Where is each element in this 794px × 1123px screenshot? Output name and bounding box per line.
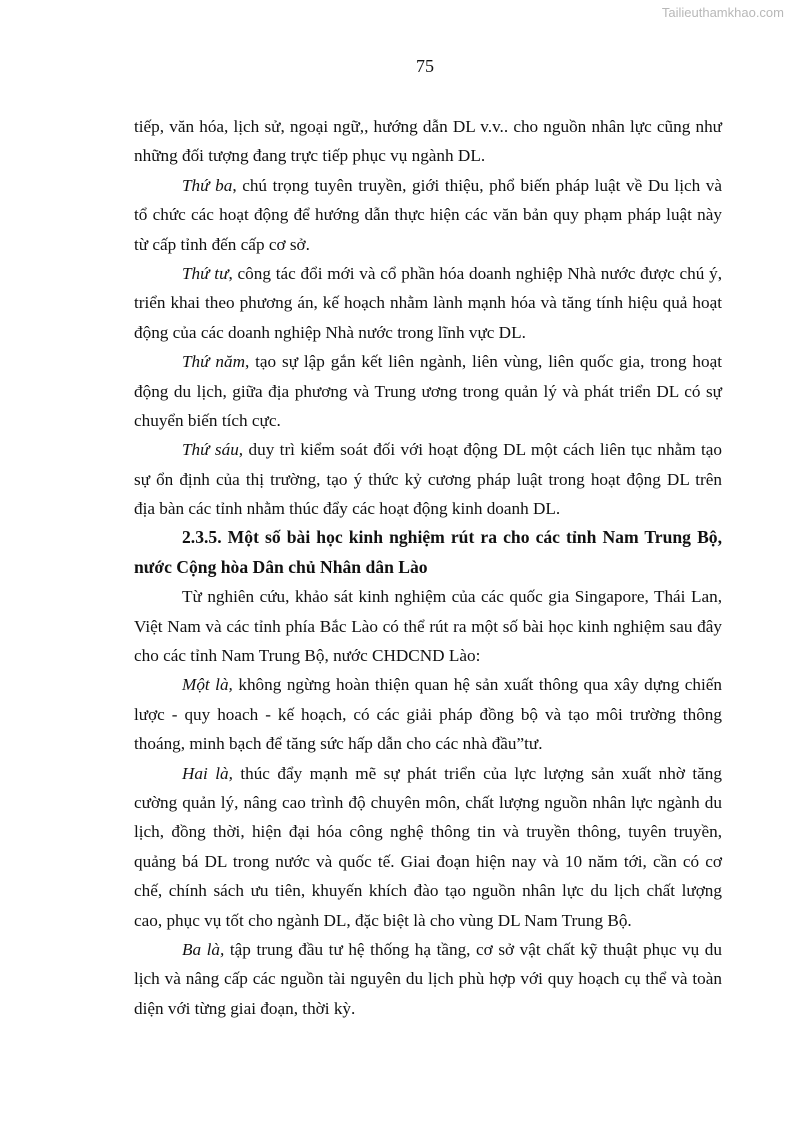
text-line <box>134 700 722 729</box>
watermark: Tailieuthamkhao.com <box>661 5 784 20</box>
text-line <box>134 582 722 611</box>
text-line <box>134 171 722 200</box>
paragraph-lead: Thứ năm <box>182 352 245 372</box>
line-text: duy trì kiểm soát đối với hoạt động DL một cách liên tục nhằm tạo <box>243 440 722 460</box>
text-line <box>134 318 722 347</box>
text-line <box>134 964 722 993</box>
line-text: diện với từng giai đoạn, thời kỳ. <box>134 998 356 1018</box>
text-line <box>134 259 722 288</box>
line-text: 2.3.5. Một số bài học kinh nghiệm rút ra cho các tỉnh Nam Trung Bộ, <box>182 527 722 548</box>
line-text: cho các tỉnh Nam Trung Bộ, nước CHDCND Lào: <box>134 646 481 666</box>
line-text: Việt Nam và các tỉnh phía Bắc Lào có thể rút ra một số bài học kinh nghiệm sau đây <box>134 616 722 636</box>
text-line <box>134 406 722 435</box>
line-text: thúc đẩy mạnh mẽ sự phát triển của lực lượng sản xuất nhờ tăng <box>232 763 722 783</box>
text-line <box>134 553 722 582</box>
line-text: không ngừng hoàn thiện quan hệ sản xuất thông qua xây dựng chiến <box>232 675 723 695</box>
line-text: cao, phục vụ tốt cho ngành DL, đặc biệt là cho vùng DL Nam Trung Bộ. <box>134 910 632 930</box>
line-text: sự ổn định của thị trường, tạo ý thức kỷ cương pháp luật trong hoạt động DL trên <box>134 469 722 489</box>
text-line <box>134 935 722 964</box>
line-text: tổ chức các hoạt động để hướng dẫn thực hiện các văn bản quy phạm pháp luật này <box>134 205 722 225</box>
text-line <box>134 377 722 406</box>
line-text: thoáng, minh bạch để tăng sức hấp dẫn cho các nhà đầu”tư. <box>134 734 543 754</box>
paragraph-lead: Thứ ba <box>182 175 233 195</box>
page-number: 75 <box>416 56 434 76</box>
text-line <box>134 141 722 170</box>
line-text: địa bàn các tỉnh nhằm thúc đẩy các hoạt động kinh doanh DL. <box>134 499 561 519</box>
document-body <box>134 112 722 1023</box>
line-text: , chú trọng tuyên truyền, giới thiệu, phổ biến pháp luật về Du lịch và <box>232 175 722 195</box>
line-text: chuyển biến tích cực. <box>134 410 281 430</box>
paragraph-lead: Thứ sáu, <box>182 440 244 460</box>
line-text: , tạo sự lập gắn kết liên ngành, liên vùng, liên quốc gia, trong hoạt <box>245 352 722 372</box>
line-text: chế, chính sách ưu tiên, khuyến khích đào tạo nguồn nhân lực du lịch chất lượng <box>134 881 722 901</box>
text-line <box>134 523 722 552</box>
paragraph <box>134 935 722 1023</box>
text-line <box>134 788 722 817</box>
text-line <box>134 729 722 758</box>
text-line <box>134 641 722 670</box>
line-text: nước Cộng hòa Dân chủ Nhân dân Lào <box>134 556 428 577</box>
paragraph-lead: Thứ tư <box>182 263 229 283</box>
paragraph <box>134 759 722 935</box>
paragraph <box>134 171 722 259</box>
line-text: động của các doanh nghiệp Nhà nước trong lĩnh vực DL. <box>134 322 526 342</box>
paragraph <box>134 112 722 171</box>
paragraph <box>134 259 722 347</box>
text-line <box>134 288 722 317</box>
line-text: tập trung đầu tư hệ thống hạ tầng, cơ sở vật chất kỹ thuật phục vụ du <box>224 939 722 959</box>
text-line <box>134 465 722 494</box>
text-line <box>134 994 722 1023</box>
line-text: Từ nghiên cứu, khảo sát kinh nghiệm của các quốc gia Singapore, Thái Lan, <box>182 587 722 607</box>
text-line <box>134 612 722 641</box>
section-heading <box>134 523 722 582</box>
text-line <box>134 847 722 876</box>
text-line <box>134 817 722 846</box>
text-line <box>134 876 722 905</box>
paragraph <box>134 347 722 435</box>
text-line <box>134 347 722 376</box>
line-text: triển khai theo phương án, kế hoạch nhằm lành mạnh hóa và tăng tính hiệu quả hoạt <box>134 293 722 313</box>
paragraph <box>134 582 722 670</box>
line-text: , công tác đổi mới và cổ phần hóa doanh nghiệp Nhà nước được chú ý, <box>228 263 722 283</box>
line-text: những đối tượng đang trực tiếp phục vụ ngành DL. <box>134 146 486 166</box>
line-text: tiếp, văn hóa, lịch sử, ngoại ngữ,, hướng dẫn DL v.v.. cho nguồn nhân lực cũng như <box>134 117 722 136</box>
text-line <box>134 759 722 788</box>
text-line <box>134 494 722 523</box>
line-text: động du lịch, giữa địa phương và Trung ương trong quản lý và phát triển DL có sự <box>134 381 722 401</box>
line-text: lịch và nâng cấp các nguồn tài nguyên du lịch phù hợp với quy hoạch cụ thể và toàn <box>134 969 722 989</box>
text-line <box>134 200 722 229</box>
paragraph <box>134 670 722 758</box>
text-line <box>134 230 722 259</box>
line-text: từ cấp tỉnh đến cấp cơ sở. <box>134 234 310 254</box>
text-line <box>134 435 722 464</box>
line-text: quảng bá DL trong nước và quốc tế. Giai đoạn hiện nay và 10 năm tới, cần có cơ <box>134 851 722 871</box>
paragraph <box>134 435 722 523</box>
text-line <box>134 112 722 141</box>
line-text: lược - quy hoach - kế hoạch, có các giải pháp đồng bộ và tạo môi trường thông <box>134 704 722 724</box>
paragraph-lead: Hai là, <box>182 763 233 783</box>
paragraph-lead: Một là, <box>182 675 233 695</box>
text-line <box>134 906 722 935</box>
line-text: cường quản lý, nâng cao trình độ chuyên môn, chất lượng nguồn nhân lực ngành du <box>134 792 722 812</box>
line-text: lịch, đồng thời, hiện đại hóa công nghệ thông tin và truyền thông, tuyên truyền, <box>134 822 722 842</box>
paragraph-lead: Ba là, <box>182 939 225 959</box>
text-line <box>134 670 722 699</box>
